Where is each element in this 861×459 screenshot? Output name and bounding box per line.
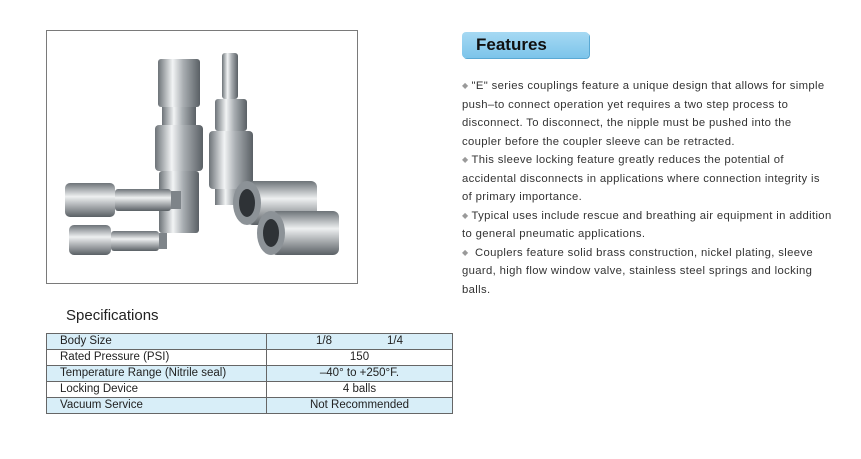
features-list <box>462 77 832 299</box>
spec-value: –40° to +250°F. <box>267 366 453 382</box>
diamond-bullet-icon: ◆ <box>462 81 469 90</box>
diamond-bullet-icon: ◆ <box>462 247 469 257</box>
body-size-value: 1/8 <box>316 335 332 347</box>
spec-label-body-size: Body Size <box>47 334 267 350</box>
spec-label: Rated Pressure (PSI) <box>47 350 267 366</box>
body-size-value: 1/4 <box>387 335 403 347</box>
couplings-illustration <box>47 31 357 283</box>
feature-text: "E" series couplings feature a unique design that allows for simple push–to connect operation yet requires a two step process to disconnect. To disconnect, the nipple must be pushed into the coupler before the coupler sleeve can be retracted. <box>462 80 825 148</box>
feature-item <box>462 77 832 151</box>
feature-text: This sleeve locking feature greatly reduces the potential of accidental disconnects in applications where connection integrity is of primary importance. <box>462 154 820 203</box>
feature-text: Typical uses include rescue and breathing air equipment in addition to general pneumatic applications. <box>462 209 832 240</box>
diamond-bullet-icon: ◆ <box>462 210 469 220</box>
spec-label: Vacuum Service <box>47 398 267 414</box>
table-row <box>47 334 453 350</box>
product-photo <box>46 30 358 284</box>
table-row <box>47 398 453 414</box>
specifications-table <box>46 333 453 414</box>
table-row <box>47 366 453 382</box>
spec-value-body-size <box>267 334 453 350</box>
features-title: Features <box>476 35 547 54</box>
feature-item <box>462 151 832 207</box>
spec-label: Temperature Range (Nitrile seal) <box>47 366 267 382</box>
spec-label: Locking Device <box>47 382 267 398</box>
feature-item <box>462 207 832 244</box>
table-row <box>47 350 453 366</box>
table-row <box>47 382 453 398</box>
spec-value: 150 <box>267 350 453 366</box>
spec-value: Not Recommended <box>267 398 453 414</box>
feature-text: Couplers feature solid brass construction, nickel plating, sleeve guard, high flow window valve, stainless steel springs and locking balls. <box>462 246 813 296</box>
diamond-bullet-icon: ◆ <box>462 155 469 164</box>
features-badge <box>462 32 589 58</box>
spec-value: 4 balls <box>267 382 453 398</box>
feature-item <box>462 244 832 300</box>
specifications-title: Specifications <box>66 307 159 324</box>
